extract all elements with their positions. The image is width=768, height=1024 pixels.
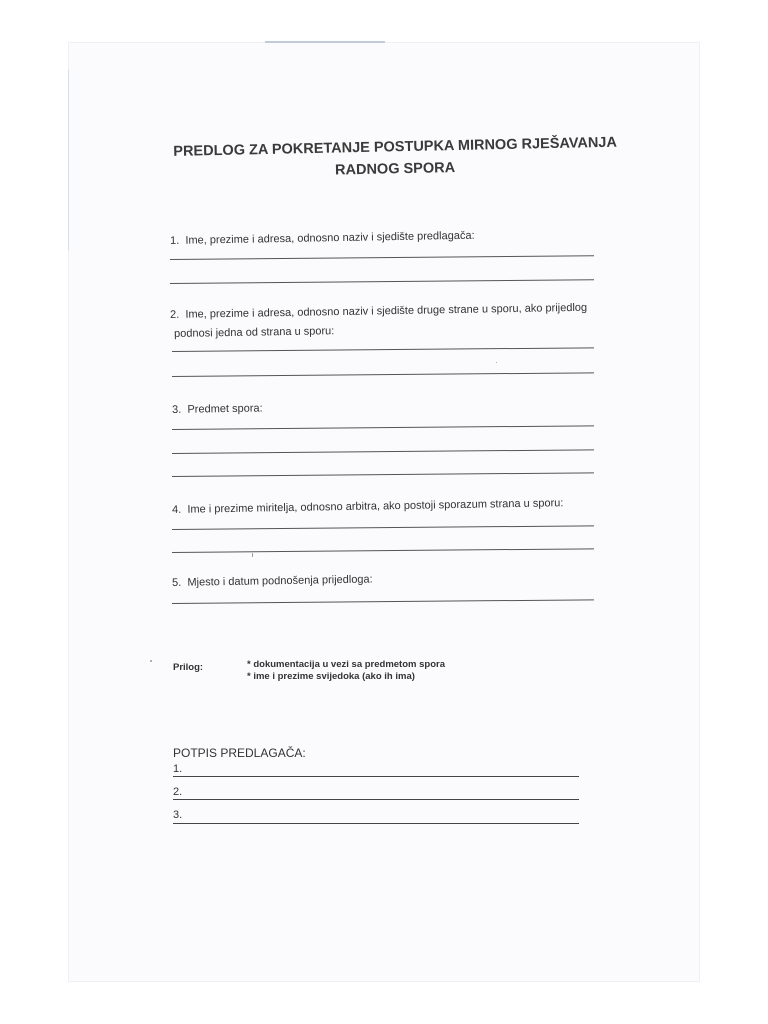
field-3-label — [172, 402, 263, 416]
signature-number-2: 2. — [173, 786, 183, 798]
scan-speck — [252, 553, 253, 557]
signature-line-2[interactable] — [173, 799, 579, 800]
document-title: PREDLOG ZA POKRETANJE POSTUPKA MIRNOG RJEŠAVANJA — [173, 134, 618, 160]
field-2-number: 2. — [170, 308, 180, 321]
signature-title: POTPIS PREDLAGAČA: — [173, 746, 306, 760]
field-1-text: Ime, prezime i adresa, odnosno naziv i sjedište predlagača: — [185, 229, 475, 247]
page-edge — [68, 70, 69, 250]
scan-speck — [496, 362, 497, 363]
signature-number-1: 1. — [173, 763, 183, 775]
document-subtitle: RADNOG SPORA — [334, 160, 456, 179]
field-4-number: 4. — [172, 503, 182, 516]
field-3-number: 3. — [172, 403, 182, 416]
attachment-item: * ime i prezime svijedoka (ako ih ima) — [247, 671, 415, 682]
field-1-number: 1. — [170, 234, 180, 247]
attachment-list — [247, 659, 445, 683]
field-5-number: 5. — [172, 576, 182, 589]
page-edge-mark — [265, 41, 385, 43]
field-2-text: Ime, prezime i adresa, odnosno naziv i sjedište druge strane u sporu, ako prijedlog — [185, 301, 588, 321]
attachment-label: Prilog: — [173, 662, 204, 673]
signature-line-3[interactable] — [173, 823, 579, 824]
field-3-text: Predmet spora: — [187, 402, 263, 416]
attachment-item: * dokumentacija u vezi sa predmetom spora — [247, 659, 445, 670]
field-4-text: Ime i prezime miritelja, odnosno arbitra, ako postoji sporazum strana u sporu: — [187, 497, 564, 516]
signature-line-1[interactable] — [173, 776, 579, 777]
field-5-text: Mjesto i datum podnošenja prijedloga: — [187, 573, 373, 589]
scan-speck — [150, 660, 152, 662]
signature-number-3: 3. — [173, 809, 183, 821]
field-2-label-cont: podnosi jedna od strana u sporu: — [174, 325, 335, 340]
